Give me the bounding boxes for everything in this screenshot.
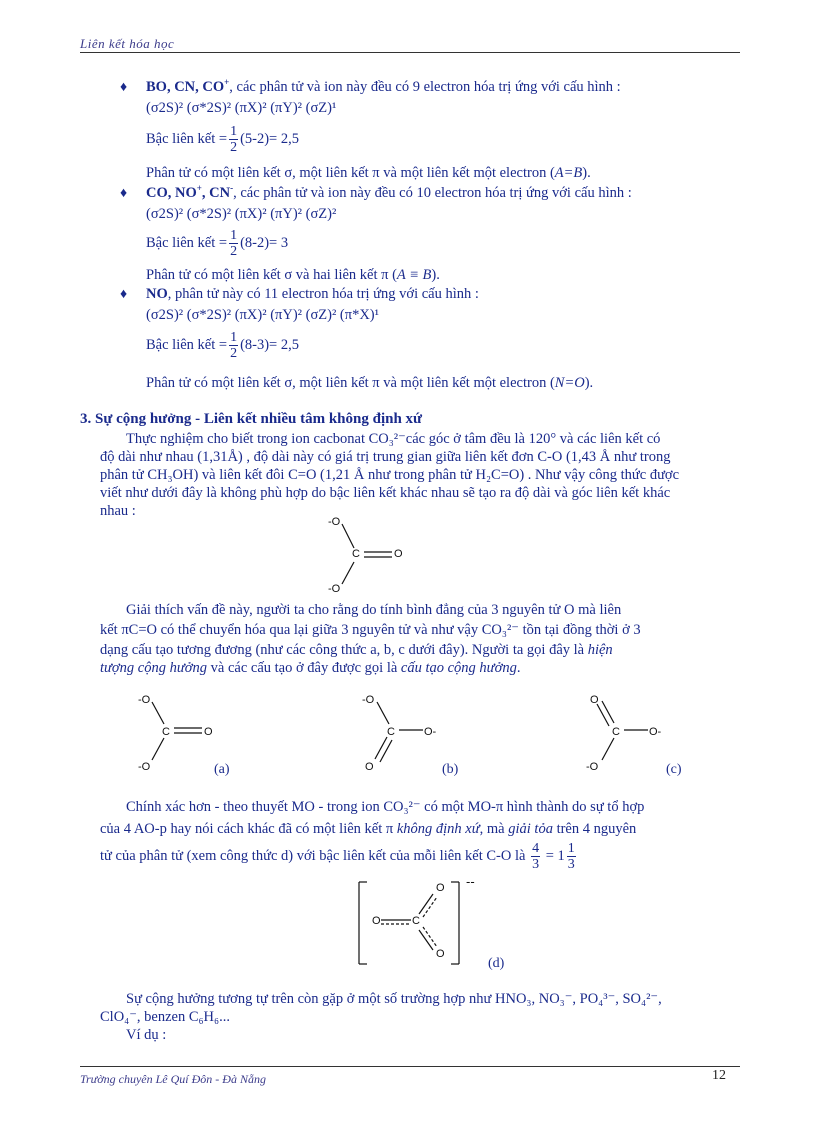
atom-label: -O (586, 761, 599, 773)
bullet-marker: ♦ (120, 80, 128, 95)
structure-label: (b) (442, 762, 459, 777)
atom-label: O- (424, 726, 437, 738)
bullet-marker: ♦ (120, 186, 128, 201)
bullet-marker: ♦ (120, 287, 128, 302)
atom-label: O (365, 761, 374, 773)
structure-label: (a) (214, 762, 230, 777)
paragraph-line: dạng cấu tạo tương đương (như các công thức a, b, c dưới đây). Người ta gọi đây là hiện (100, 642, 613, 658)
atom-label: -O (328, 583, 341, 595)
bullet3-bond-order: Bậc liên kết = $\frac{1}{2}$ (8-3)= 2,5 (146, 330, 299, 362)
footer-rule (80, 1066, 740, 1067)
paragraph-line: Giải thích vấn đề này, người ta cho rằng do tính bình đẳng của 3 nguyên tử O mà liên (126, 602, 622, 618)
page-header: Liên kết hóa học (80, 36, 175, 51)
ion-charge: -- (466, 874, 475, 889)
paragraph-line: của 4 AO-p hay nói cách khác đã có một liên kết π không định xứ, mà giải tỏa trên 4 nguyên (100, 821, 637, 837)
paragraph-line: Ví dụ : (126, 1027, 167, 1043)
bullet3-intro: NO, phân tử này có 11 electron hóa trị ứng với cấu hình : (146, 286, 479, 302)
page-number: 12 (712, 1068, 726, 1083)
atom-label: O (590, 694, 599, 706)
section-heading: 3. Sự cộng hưởng - Liên kết nhiều tâm không định xứ (80, 411, 423, 427)
bullet1-bond-order: Bậc liên kết = $\frac{1}{2}$ (5-2)= 2,5 (146, 124, 299, 156)
paragraph-line: Chính xác hơn - theo thuyết MO - trong ion CO₃²⁻ có một MO-π hình thành do sự tổ hợp (126, 799, 645, 815)
atom-label: O (436, 882, 445, 894)
bullet1-config: (σ2S)² (σ*2S)² (πX)² (πY)² (σZ)¹ (146, 100, 337, 116)
bullet2-intro: CO, NO+, CN-, các phân tử và ion này đều có 10 electron hóa trị ứng với cấu hình : (146, 183, 632, 201)
paragraph-line: phân tử CH₃OH) và liên kết đôi C=O (1,21 Å như trong phân tử H₂C=O) . Như vậy công thức được (100, 467, 680, 483)
atom-label: C (387, 726, 395, 738)
atom-label: C (612, 726, 620, 738)
atom-label: O (372, 915, 381, 927)
paragraph-line: tượng cộng hưởng và các cấu tạo ở đây được gọi là cấu tạo cộng hưởng. (100, 660, 521, 676)
paragraph-line: Thực nghiệm cho biết trong ion cacbonat CO₃²⁻các góc ở tâm đều là 120° và các liên kết có (126, 431, 661, 447)
atom-label: O (394, 548, 403, 560)
atom-label: O (204, 726, 213, 738)
atom-label: O- (649, 726, 662, 738)
atom-label: -O (138, 694, 151, 706)
bullet1-desc: Phân tử có một liên kết σ, một liên kết π và một liên kết một electron (A=B). (146, 165, 591, 181)
atom-label: -O (138, 761, 151, 773)
bullet3-config: (σ2S)² (σ*2S)² (πX)² (πY)² (σZ)² (π*X)¹ (146, 307, 379, 323)
bullet2-config: (σ2S)² (σ*2S)² (πX)² (πY)² (σZ)² (146, 206, 337, 222)
paragraph-line: ClO₄⁻, benzen C₆H₆... (100, 1009, 230, 1025)
page-footer: Trường chuyên Lê Quí Đôn - Đà Nẵng (80, 1072, 266, 1086)
atom-label: C (162, 726, 170, 738)
paragraph-line: kết πC=O có thể chuyển hóa qua lại giữa 3 nguyên tử và như vậy CO₃²⁻ tồn tại đồng thời ở 3 (100, 622, 641, 638)
header-rule (80, 52, 740, 53)
paragraph-line: độ dài như nhau (1,31Å) , độ dài này có giá trị trung gian giữa liên kết đơn C-O (1,43 Å như trong (100, 449, 671, 465)
paragraph-line: nhau : (100, 503, 136, 519)
bullet2-desc: Phân tử có một liên kết σ và hai liên kết π (A ≡ B). (146, 267, 440, 283)
bullet1-intro: BO, CN, CO+, các phân tử và ion này đều có 9 electron hóa trị ứng với cấu hình : (146, 77, 621, 95)
bullet3-desc: Phân tử có một liên kết σ, một liên kết π và một liên kết một electron (N=O). (146, 375, 594, 391)
atom-label: C (352, 548, 360, 560)
atom-label: -O (328, 516, 341, 528)
paragraph-line: tử của phân tử (xem công thức d) với bậc liên kết của mỗi liên kết C-O là $\frac{4}{3}$ = 1 $\frac{1}{3}$ (100, 841, 575, 873)
paragraph-line: viết như dưới đây là không phù hợp do bậc liên kết khác nhau sẽ tạo ra độ dài và góc liên kết khác (100, 485, 671, 501)
paragraph-line: Sự cộng hưởng tương tự trên còn gặp ở một số trường hợp như HNO₃, NO₃⁻, PO₄³⁻, SO₄²⁻, (126, 991, 662, 1007)
atom-label: O (436, 948, 445, 960)
structure-label: (c) (666, 762, 682, 777)
atom-label: C (412, 915, 420, 927)
structure-label: (d) (488, 956, 505, 971)
atom-label: -O (362, 694, 375, 706)
bullet2-bond-order: Bậc liên kết = $\frac{1}{2}$ (8-2)= 3 (146, 228, 289, 260)
